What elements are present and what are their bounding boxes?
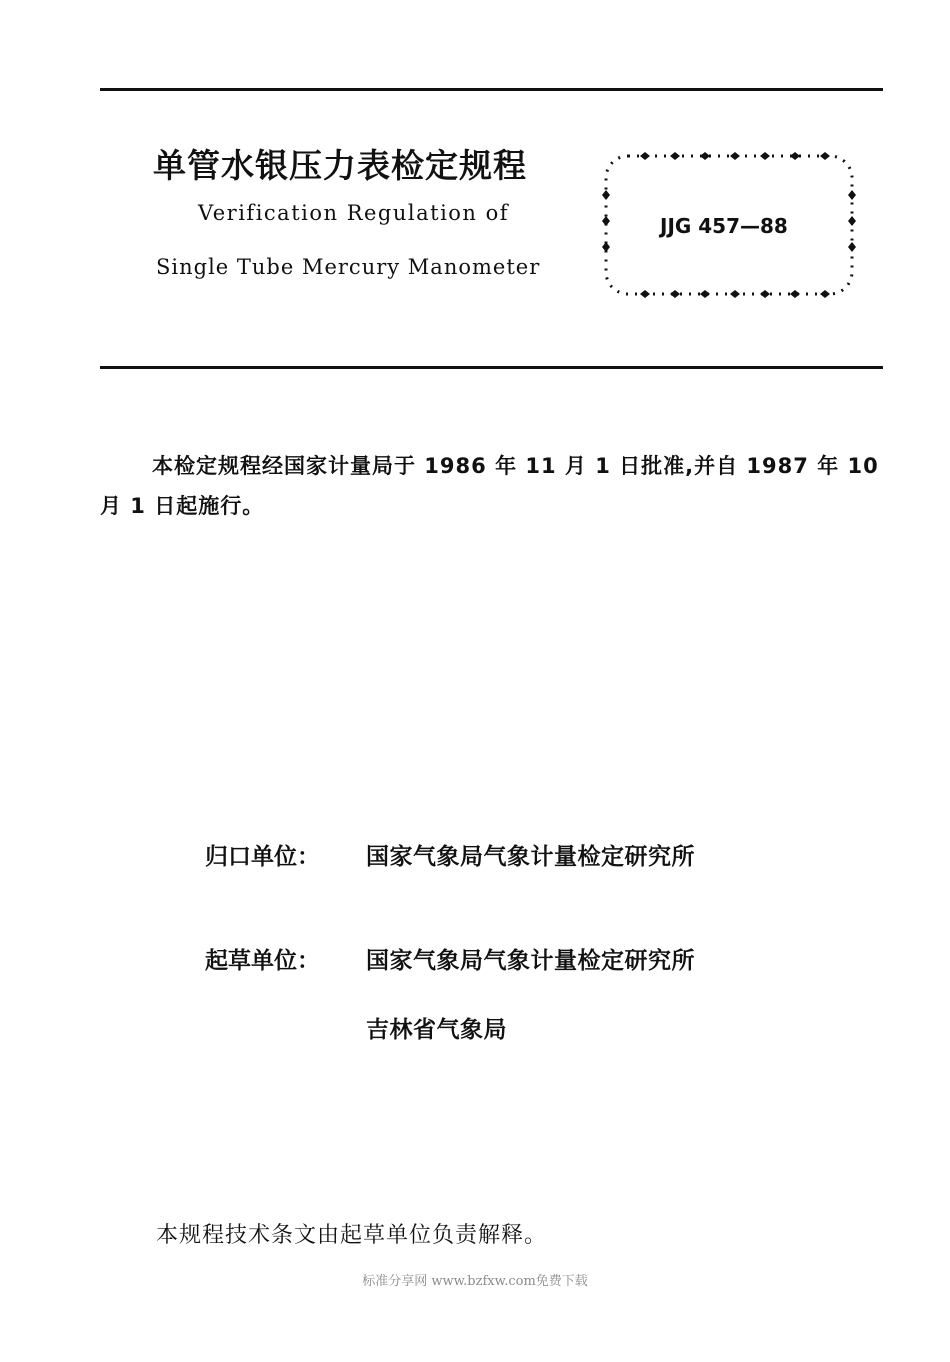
responsible-unit-label: 归口单位： (205, 844, 320, 870)
top-rule (100, 88, 883, 91)
standard-code-box (600, 150, 858, 300)
title-english-line1: Verification Regulation of (198, 201, 510, 225)
interpretation-note: 本规程技术条文由起草单位负责解释。 (156, 1223, 548, 1248)
title-english-line2: Single Tube Mercury Manometer (156, 255, 541, 279)
drafting-unit-value-2: 吉林省气象局 (366, 1017, 507, 1043)
standard-code: JJG 457—88 (660, 214, 788, 238)
title-chinese: 单管水银压力表检定规程 (153, 146, 527, 185)
bottom-rule (100, 366, 883, 369)
watermark: 标准分享网 www.bzfxw.com免费下载 (362, 1274, 588, 1289)
approval-statement: 本检定规程经国家计量局于 1986 年 11 月 1 日批准,并自 1987 年 10 月 1 日起施行。 (100, 454, 879, 518)
drafting-unit-value-1: 国家气象局气象计量检定研究所 (366, 948, 695, 974)
responsible-unit-value: 国家气象局气象计量检定研究所 (366, 844, 695, 870)
drafting-unit-label: 起草单位： (205, 948, 320, 974)
